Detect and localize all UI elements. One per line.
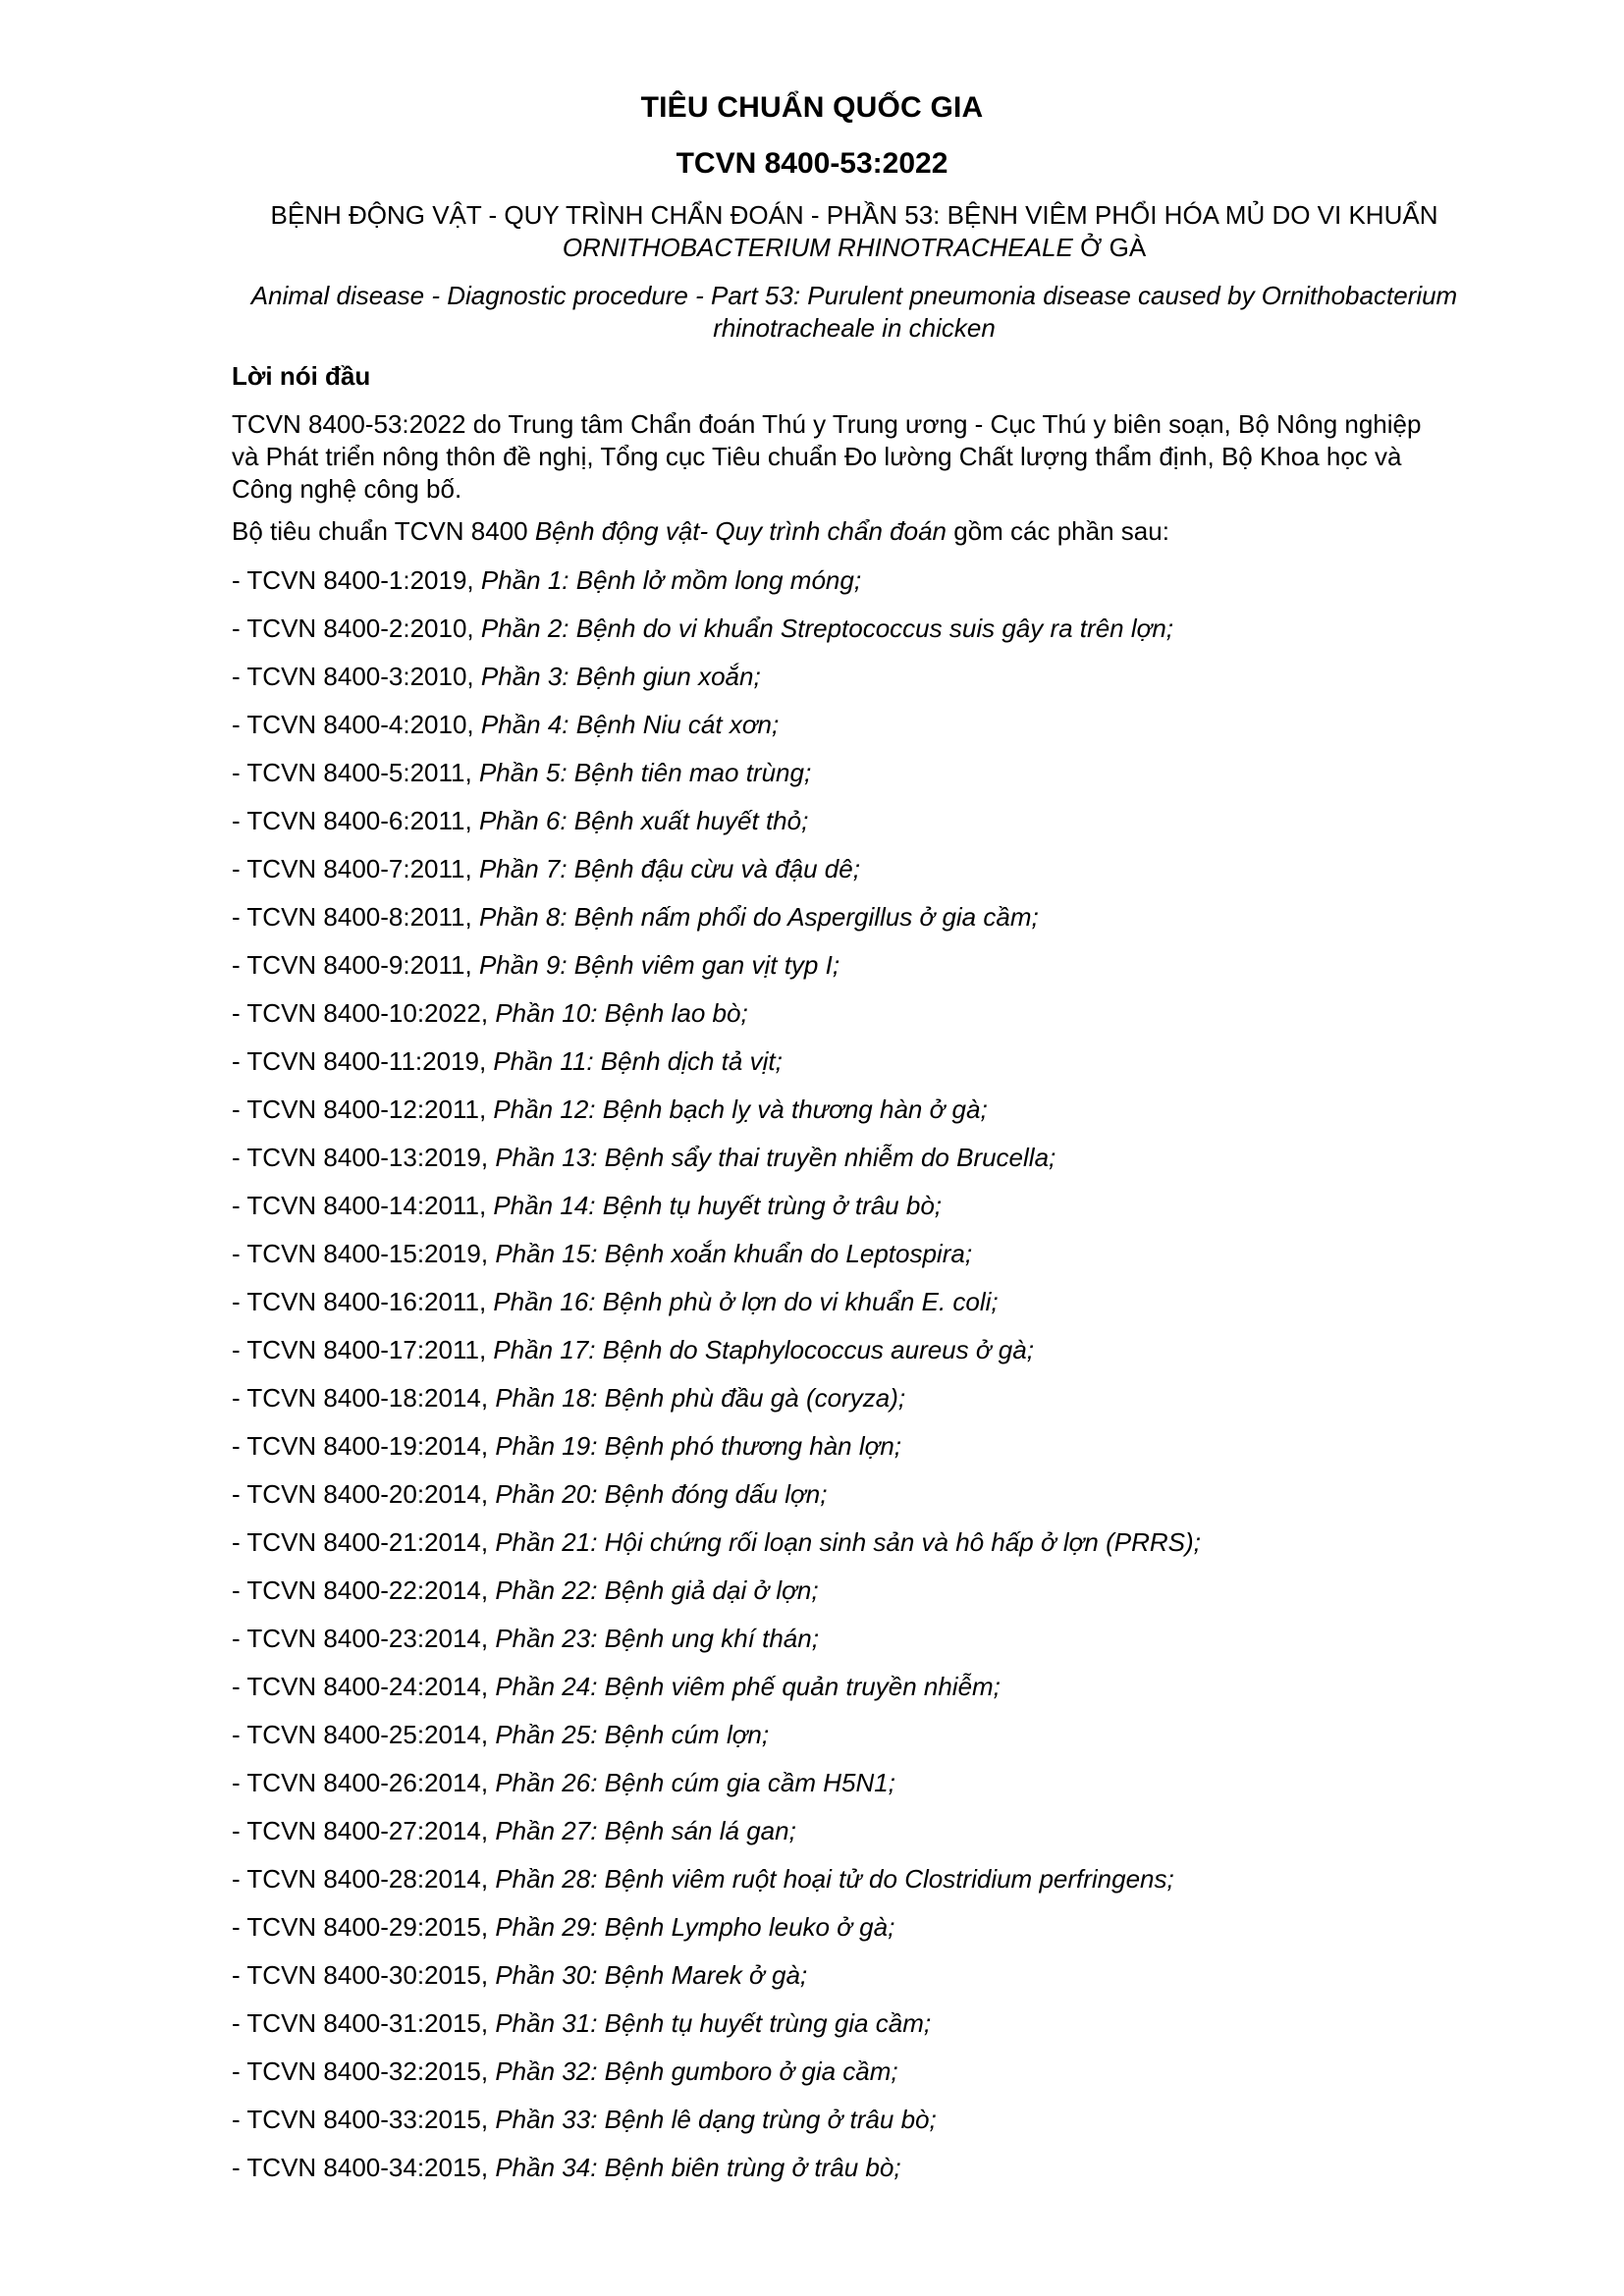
part-title: Phần 2: Bệnh do vi khuẩn Streptococcus suis gây ra trên lợn;: [480, 614, 1174, 643]
vietnamese-subtitle-part-1: BỆNH ĐỘNG VẬT - QUY TRÌNH CHẨN ĐOÁN - PHẦN 53: BỆNH VIÊM PHỔI HÓA MỦ DO VI KHUẨN: [270, 200, 1438, 230]
list-item: [232, 1526, 1430, 1575]
part-title: Phần 17: Bệnh do Staphylococcus aureus ở gà;: [493, 1335, 1034, 1364]
part-title: Phần 24: Bệnh viêm phế quản truyền nhiễm;: [495, 1672, 1001, 1701]
list-item: [232, 805, 1430, 853]
list-item: [232, 1671, 1430, 1719]
part-title: Phần 23: Bệnh ung khí thán;: [495, 1624, 819, 1653]
list-item: [232, 1719, 1430, 1767]
standard-code: TCVN 8400-53:2022: [676, 147, 948, 180]
list-item: [232, 2104, 1430, 2152]
list-item: [232, 1142, 1430, 1190]
part-title: Phần 29: Bệnh Lympho leuko ở gà;: [495, 1912, 895, 1942]
list-item: [232, 1190, 1430, 1238]
part-title: Phần 6: Bệnh xuất huyết thỏ;: [478, 806, 809, 835]
list-item: [232, 564, 1430, 613]
part-title: Phần 4: Bệnh Niu cát xơn;: [480, 710, 780, 739]
part-title: Phần 26: Bệnh cúm gia cầm H5N1;: [495, 1768, 895, 1797]
part-code: - TCVN 8400-28:2014,: [232, 1864, 496, 1894]
part-code: - TCVN 8400-24:2014,: [232, 1672, 496, 1701]
part-code: - TCVN 8400-15:2019,: [232, 1239, 496, 1268]
part-code: - TCVN 8400-17:2011,: [232, 1335, 494, 1364]
part-title: Phần 11: Bệnh dịch tả vịt;: [493, 1046, 783, 1076]
list-item: [232, 1045, 1430, 1094]
vietnamese-subtitle: [236, 199, 1473, 264]
list-item: [232, 1430, 1430, 1478]
list-item: [232, 1478, 1430, 1526]
series-intro-suffix: gồm các phần sau:: [947, 516, 1169, 546]
list-item: [232, 997, 1430, 1045]
part-code: - TCVN 8400-25:2014,: [232, 1720, 496, 1749]
part-title: Phần 13: Bệnh sẩy thai truyền nhiễm do Brucella;: [495, 1143, 1056, 1172]
part-title: Phần 32: Bệnh gumboro ở gia cầm;: [495, 2056, 898, 2086]
list-item: [232, 661, 1430, 709]
list-item: [232, 1767, 1430, 1815]
parts-list: [232, 564, 1430, 2200]
part-code: - TCVN 8400-3:2010,: [232, 662, 481, 691]
part-code: - TCVN 8400-10:2022,: [232, 998, 496, 1028]
part-title: Phần 28: Bệnh viêm ruột hoại tử do Clostridium perfringens;: [495, 1864, 1174, 1894]
part-code: - TCVN 8400-1:2019,: [232, 565, 481, 595]
series-intro: [232, 515, 1430, 548]
part-title: Phần 15: Bệnh xoắn khuẩn do Leptospira;: [495, 1239, 973, 1268]
list-item: [232, 1238, 1430, 1286]
list-item: [232, 901, 1430, 949]
list-item: [232, 949, 1430, 997]
part-title: Phần 12: Bệnh bạch lỵ và thương hàn ở gà;: [493, 1095, 988, 1124]
list-item: [232, 613, 1430, 661]
list-item: [232, 853, 1430, 901]
foreword-paragraph: TCVN 8400-53:2022 do Trung tâm Chẩn đoán Thú y Trung ương - Cục Thú y biên soạn, Bộ Nông nghiệp và Phát triển nông thôn đề nghị, Tổng cục Tiêu chuẩn Đo lường Chất lượng thẩm định, Bộ Khoa học và Công nghệ công bố.: [232, 409, 1422, 504]
part-code: - TCVN 8400-29:2015,: [232, 1912, 496, 1942]
list-item: [232, 1623, 1430, 1671]
vietnamese-subtitle-part-2: Ở GÀ: [1072, 233, 1147, 262]
part-code: - TCVN 8400-26:2014,: [232, 1768, 496, 1797]
part-title: Phần 21: Hội chứng rối loạn sinh sản và hô hấp ở lợn (PRRS);: [495, 1527, 1201, 1557]
part-title: Phần 5: Bệnh tiên mao trùng;: [478, 758, 812, 787]
list-item: [232, 1286, 1430, 1334]
part-code: - TCVN 8400-34:2015,: [232, 2153, 496, 2182]
list-item: [232, 1911, 1430, 1959]
part-title: Phần 31: Bệnh tụ huyết trùng gia cầm;: [495, 2008, 932, 2038]
part-code: - TCVN 8400-16:2011,: [232, 1287, 494, 1316]
list-item: [232, 2056, 1430, 2104]
part-code: - TCVN 8400-21:2014,: [232, 1527, 496, 1557]
part-code: - TCVN 8400-31:2015,: [232, 2008, 496, 2038]
list-item: [232, 1382, 1430, 1430]
part-title: Phần 10: Bệnh lao bò;: [495, 998, 748, 1028]
series-intro-name: Bệnh động vật- Quy trình chẩn đoán: [534, 516, 947, 546]
part-title: Phần 27: Bệnh sán lá gan;: [495, 1816, 796, 1845]
part-title: Phần 22: Bệnh giả dại ở lợn;: [495, 1575, 819, 1605]
part-title: Phần 25: Bệnh cúm lợn;: [495, 1720, 770, 1749]
part-title: Phần 18: Bệnh phù đầu gà (coryza);: [495, 1383, 906, 1413]
part-code: - TCVN 8400-11:2019,: [232, 1046, 494, 1076]
part-title: Phần 30: Bệnh Marek ở gà;: [495, 1960, 808, 1990]
part-code: - TCVN 8400-8:2011,: [232, 902, 479, 932]
part-title: Phần 1: Bệnh lở mồm long móng;: [480, 565, 862, 595]
list-item: [232, 2152, 1430, 2200]
part-title: Phần 9: Bệnh viêm gan vịt typ I;: [478, 950, 840, 980]
part-code: - TCVN 8400-4:2010,: [232, 710, 481, 739]
list-item: [232, 1334, 1430, 1382]
part-title: Phần 16: Bệnh phù ở lợn do vi khuẩn E. coli;: [493, 1287, 999, 1316]
part-title: Phần 20: Bệnh đóng dấu lợn;: [495, 1479, 828, 1509]
part-code: - TCVN 8400-2:2010,: [232, 614, 481, 643]
part-code: - TCVN 8400-30:2015,: [232, 1960, 496, 1990]
list-item: [232, 709, 1430, 757]
list-item: [232, 1094, 1430, 1142]
list-item: [232, 2007, 1430, 2056]
list-item: [232, 757, 1430, 805]
list-item: [232, 1959, 1430, 2007]
vietnamese-subtitle-species: ORNITHOBACTERIUM RHINOTRACHEALE: [562, 233, 1073, 262]
part-title: Phần 14: Bệnh tụ huyết trùng ở trâu bò;: [493, 1191, 943, 1220]
part-code: - TCVN 8400-9:2011,: [232, 950, 479, 980]
part-code: - TCVN 8400-32:2015,: [232, 2056, 496, 2086]
part-title: Phần 34: Bệnh biên trùng ở trâu bò;: [495, 2153, 901, 2182]
part-title: Phần 33: Bệnh lê dạng trùng ở trâu bò;: [495, 2105, 937, 2134]
part-title: Phần 3: Bệnh giun xoắn;: [480, 662, 761, 691]
part-code: - TCVN 8400-6:2011,: [232, 806, 479, 835]
part-code: - TCVN 8400-12:2011,: [232, 1095, 494, 1124]
foreword-heading: Lời nói đầu: [232, 361, 371, 391]
list-item: [232, 1815, 1430, 1863]
part-code: - TCVN 8400-14:2011,: [232, 1191, 494, 1220]
part-code: - TCVN 8400-19:2014,: [232, 1431, 496, 1461]
part-code: - TCVN 8400-27:2014,: [232, 1816, 496, 1845]
part-code: - TCVN 8400-5:2011,: [232, 758, 479, 787]
part-code: - TCVN 8400-23:2014,: [232, 1624, 496, 1653]
part-code: - TCVN 8400-20:2014,: [232, 1479, 496, 1509]
english-subtitle: Animal disease - Diagnostic procedure - Part 53: Purulent pneumonia disease caused by Ornithobacterium rhinotracheale in chicken: [250, 281, 1458, 343]
standard-title: TIÊU CHUẨN QUỐC GIA: [640, 91, 984, 124]
part-code: - TCVN 8400-22:2014,: [232, 1575, 496, 1605]
series-intro-prefix: Bộ tiêu chuẩn TCVN 8400: [232, 516, 535, 546]
part-title: Phần 8: Bệnh nấm phổi do Aspergillus ở gia cầm;: [478, 902, 1039, 932]
part-title: Phần 7: Bệnh đậu cừu và đậu dê;: [478, 854, 860, 883]
part-code: - TCVN 8400-18:2014,: [232, 1383, 496, 1413]
part-code: - TCVN 8400-13:2019,: [232, 1143, 496, 1172]
part-title: Phần 19: Bệnh phó thương hàn lợn;: [495, 1431, 902, 1461]
part-code: - TCVN 8400-7:2011,: [232, 854, 479, 883]
list-item: [232, 1575, 1430, 1623]
list-item: [232, 1863, 1430, 1911]
part-code: - TCVN 8400-33:2015,: [232, 2105, 496, 2134]
